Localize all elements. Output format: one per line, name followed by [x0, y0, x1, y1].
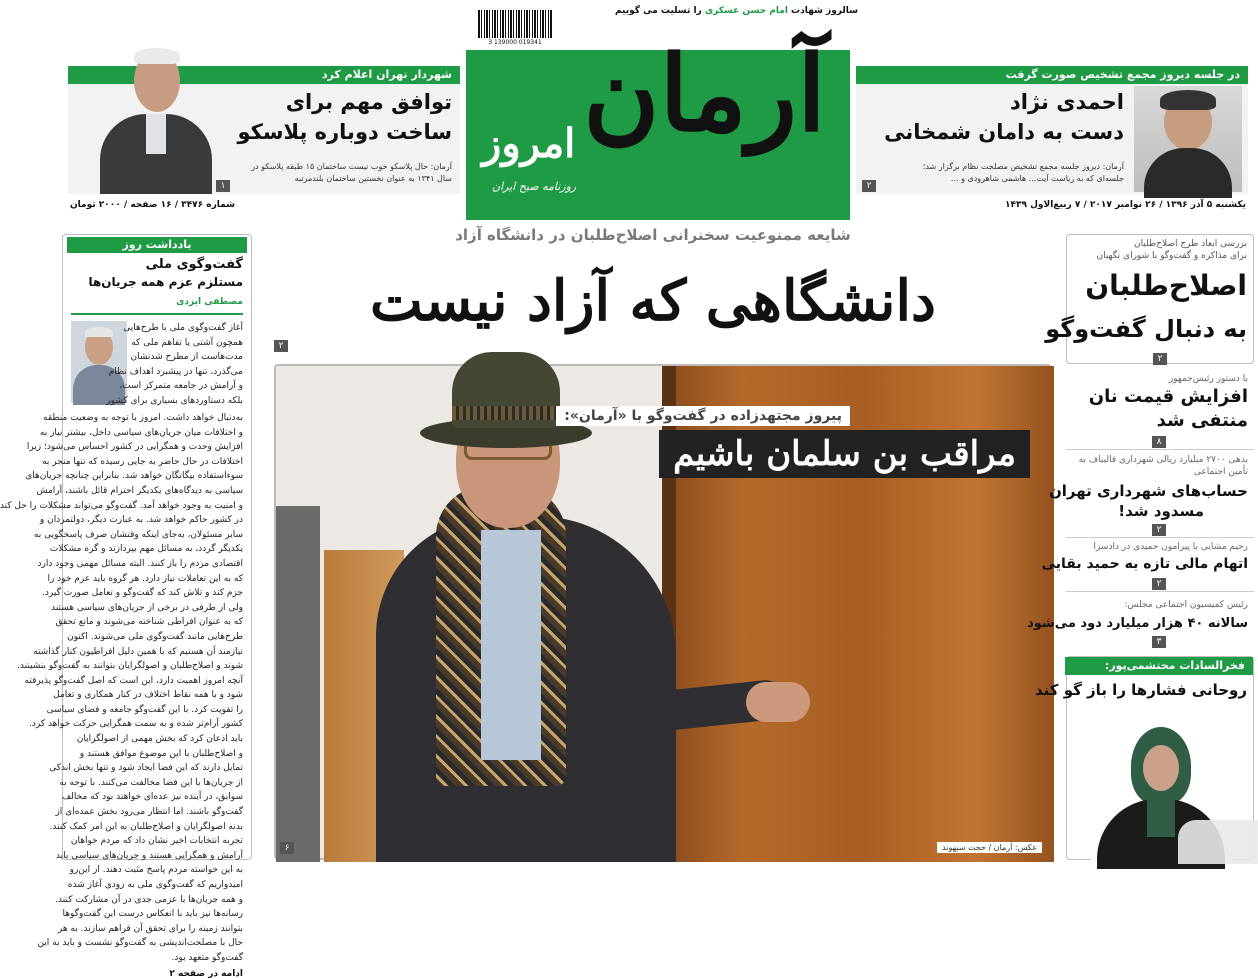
ahmadinejad-portrait	[1134, 86, 1242, 192]
teaser-left-body-1: آرمان: حال پلاسکو خوب نیست ساختمان ۱۵ طبقه پلاسکو در	[251, 162, 452, 171]
sidebar-lead-box[interactable]	[1045, 234, 1254, 364]
sidebar-item-page: ۲	[1152, 578, 1166, 590]
main-headline-page: ۲	[274, 340, 288, 352]
sidebar-item-kicker: بدهی ۲۷۰۰ میلیارد ریالی شهرداری قالیباف به تأمین اجتماعی	[1078, 455, 1248, 477]
editorial-header: یادداشت روز	[67, 237, 247, 253]
teaser-left-kicker: شهردار تهران اعلام کرد	[68, 66, 460, 84]
teaser-right-kicker: در جلسه دیروز مجمع تشخیص صورت گرفت	[856, 66, 1248, 84]
sidebar-item-title: مسدود شد!	[1118, 502, 1204, 520]
editorial-line: و اختلافات میان جریان‌های سیاسی داخل، بیشتر نیاز به	[39, 427, 243, 438]
sidebar-item[interactable]	[1041, 542, 1254, 592]
sidebar-item-title: منتفی شد	[1156, 410, 1248, 431]
sidebar-item-page: ۳	[1152, 636, 1166, 648]
editorial-line: سوءاستفاده بیگانگان خواهد شد. بنابراین چنانچه جریان‌های	[25, 471, 243, 482]
editorial-line: حال با مصلحت‌اندیشی به گفت‌وگو نشست و باید به این	[37, 938, 243, 949]
editorial-line: نیازمند آن هستیم که با همین دلیل افراطیون کنار گذاشته	[33, 646, 243, 657]
barcode-icon	[478, 10, 552, 38]
masthead-logo-sub: امروز	[482, 120, 576, 167]
masthead-logo: آرمان	[583, 32, 826, 155]
editorial-line: ولی از طرفی در برخی از جریان‌های سیاسی هستند	[51, 602, 243, 613]
sidebar-item[interactable]	[1066, 374, 1254, 450]
teaser-right-body-2: جلسه‌ای که به ریاست آیت... هاشمی شاهرودی و ...	[950, 174, 1124, 183]
editorial-line: گفت‌وگو متعهد بود.	[171, 952, 243, 963]
top-note	[614, 6, 858, 16]
header	[58, 0, 1258, 232]
editorial-line: سیاسی به دیدگاه‌های یکدیگر احترام قائل باشند، آرامش	[36, 485, 243, 496]
photo-kicker: پیروز مجتهدزاده در گفت‌وگو با «آرمان»:	[556, 406, 850, 426]
sidebar-item-title: اتهام مالی تازه به حمید بقایی	[1041, 556, 1248, 572]
editorial-line: که به عنوان افراطی شناخته می‌شوند و مانع تحقق	[55, 617, 243, 628]
editorial-line: از جریان‌ها با این فضا مخالفت می‌کنند. با توجه به	[59, 777, 243, 788]
sidebar-item[interactable]	[1048, 454, 1254, 538]
najafi-portrait	[96, 50, 216, 192]
editorial-line: افزایش وحدت و همگرایی در کشور احساس می‌شود؛ زیرا	[26, 442, 243, 453]
main-supertitle: شایعه ممنوعیت سخنرانی اصلاح‌طلبان در دانشگاه آزاد	[455, 226, 851, 244]
sidebar-item-kicker: با دستور رئیس‌جمهور	[1168, 374, 1248, 384]
editorial-line: را تقویت کرد. با این گفت‌وگو جامعه و فضای سیاسی	[46, 704, 243, 715]
sidebar-bottom-kicker: فخرالسادات محتشمی‌پور:	[1065, 657, 1253, 675]
editorial-line: یکدیگر گردد، به مسائل مهم بپردازند و گره مشکلات	[49, 544, 243, 555]
editorial-line: تمایل دارند که این فضا ایجاد شود و تنها بخش اندکی	[49, 763, 243, 774]
editorial-line: باید اذعان کرد که بخش مهمی از اصولگرایان	[76, 734, 243, 745]
editorial-line: شوند و اصلاح‌طلبان و اصولگرایان بتوانند به گفت‌وگو بنشینند.	[17, 661, 243, 672]
editorial-line: آرامش و همگرایی هستند و جریان‌های سیاسی باید	[55, 850, 243, 861]
teaser-right-page: ۲	[862, 180, 876, 192]
sidebar-lead-title-2: به دنبال گفت‌وگو	[1045, 315, 1247, 343]
editorial-line: آغاز گفت‌وگوی ملی با طرح‌هایی	[123, 323, 243, 333]
top-note-c: را تسلیت می گوییم	[614, 6, 702, 16]
top-note-a: سالروز شهادت	[791, 6, 858, 16]
editorial-line: جزم کند و تلاش کند که گفت‌وگو و تعامل صورت گیرد.	[42, 588, 243, 599]
editorial-line: اقتصادی مردم را باز کنند. البته مسائل مهمی وجود دارد	[37, 558, 243, 569]
sidebar-lead-title-1: اصلاح‌طلبان	[1085, 269, 1247, 302]
teaser-left-page: ۱	[216, 180, 230, 192]
teaser-right-title-2: دست به دامان شمخانی	[884, 120, 1124, 144]
editorial-author: مصطفی ایزدی	[176, 297, 243, 307]
sidebar-item-kicker: رئیس کمیسیون اجتماعی مجلس:	[1124, 600, 1248, 610]
sidebar-lead-kicker-2: برای مذاکره و گفت‌وگو با شورای نگهبان	[1096, 251, 1247, 261]
right-sidebar	[1027, 234, 1254, 860]
issue-line: شماره ۳۴۷۶ / ۱۶ صفحه / ۲۰۰۰ تومان	[70, 200, 236, 210]
editorial-line: آنچه امروز اهمیت دارد، این است که اصل گفت‌وگو پذیرفته	[24, 675, 243, 686]
sidebar-item-page: ۸	[1152, 436, 1166, 448]
editorial-line: کشور آرام‌تر شده و به سمت همگرایی حرکت خواهد کرد.	[28, 719, 243, 730]
sidebar-item-page: ۲	[1152, 524, 1166, 536]
sidebar-item-title: حساب‌های شهرداری تهران	[1048, 482, 1248, 500]
photo-page: ۶	[280, 842, 294, 854]
main-photo	[274, 364, 1052, 860]
editorial-line: و اصلاح‌طلبان با این موضوع موافق هستند و	[79, 748, 243, 759]
teaser-left-body-2: سال ۱۳۴۱ به عنوان نخستین ساختمان بلندمرتبه	[294, 174, 452, 183]
editorial-intro	[106, 321, 243, 409]
editorial-line: مدت‌هاست از مطرح شدنشان	[130, 352, 243, 363]
teaser-right-body-1: آرمان: دیروز جلسه مجمع تشخیص مصلحت نظام برگزار شد؛	[922, 162, 1124, 171]
photo-credit: عکس: آرمان / حجت سپهوند	[937, 842, 1042, 853]
corner-tab-icon	[1178, 820, 1258, 864]
editorial-line: طرح‌هایی مانند گفت‌وگوی ملی می‌شوند. اکنون	[67, 631, 243, 642]
editorial-line: همچون آشتی یا تفاهم ملی که	[131, 337, 243, 348]
editorial-line: بدنه اصولگرایان و اصلاح‌طلبان به این امر کمک کنند.	[49, 821, 243, 832]
sidebar-lead-page: ۲	[1153, 353, 1167, 365]
editorial-line: که به این تعاملات نیاز دارد. هر گروه باید عزم خود را	[47, 573, 243, 584]
editorial-line: امیدواریم که گفت‌وگوی ملی به زودی آغاز شده	[67, 880, 243, 890]
editorial-column	[0, 234, 252, 979]
editorial-title-1: گفت‌وگوی ملی	[145, 257, 243, 272]
editorial-continued[interactable]: ادامه در صفحه ۲	[169, 969, 243, 979]
editorial-line: و همه جریان‌ها با عزمی جدی در آن مشارکت کنند.	[55, 894, 243, 905]
main-headline[interactable]: دانشگاهی که آزاد نیست	[370, 268, 936, 334]
editorial-line: گفت‌وگو باشند. اما انتظار می‌رود بخش عمده‌ای از	[55, 807, 243, 818]
editorial-body	[0, 411, 243, 966]
barcode-number: 3 139000 019341	[488, 39, 542, 46]
editorial-line: اختلافات در حال حاضر به جایی رسیده که تنها منجر به	[42, 456, 243, 467]
editorial-line: سایر مسئولان، به‌جای اینکه وقتشان صرف پاسخگویی به	[33, 529, 243, 540]
sidebar-item-title: افزایش قیمت نان	[1088, 386, 1248, 407]
sidebar-item-kicker: رحیم مشایی با پیرامون حمیدی در دادسرا	[1093, 542, 1248, 552]
top-note-b: امام حسن عسکری	[704, 6, 788, 16]
photo-title[interactable]: مراقب بن سلمان باشیم	[659, 430, 1030, 478]
masthead-tagline: روزنامه صبح ایران	[492, 180, 577, 193]
sidebar-item[interactable]	[1027, 596, 1254, 652]
editorial-title-2: مستلزم عزم همه جریان‌ها	[88, 275, 243, 289]
editorial-line: رسانه‌ها نیز باید با انعکاس درست این گفت‌وگوها	[62, 909, 243, 920]
sidebar-bottom-title: روحانی فشارها را باز گو کند	[1034, 681, 1247, 699]
editorial-line: بتوانند زمینه را برای تحقق آن فراهم سازند. به هر	[57, 923, 243, 934]
sidebar-item-title: سالانه ۴۰ هزار میلیارد دود می‌شود	[1027, 616, 1248, 631]
editorial-line: و آرامش در جامعه متمرکز است،	[119, 381, 243, 392]
editorial-line: به این خواسته مردم پاسخ مثبت دهند. از این‌رو	[69, 865, 243, 876]
editorial-line: به‌دنبال خواهد داشت. امروز با توجه به وضعیت منطقه	[43, 413, 243, 423]
editorial-divider	[71, 313, 243, 315]
editorial-line: در کشور حاکم خواهد شد. به عبارت دیگر، دولتمردان و	[39, 515, 243, 526]
date-line: یکشنبه ۵ آذر ۱۳۹۶ / ۲۶ نوامبر ۲۰۱۷ / ۷ ربیع‌الاول ۱۴۳۹	[1004, 200, 1246, 210]
editorial-line: سوابق، در آینده نیز عده‌ای خواهند بود که مخالف	[61, 792, 243, 803]
teaser-left-title-1: توافق مهم برای	[285, 90, 452, 114]
editorial-line: تجربه انتخابات اخیر نشان داد که مردم خواهان	[70, 836, 243, 847]
sidebar-lead-kicker-1: بررسی ابعاد طرح اصلاح‌طلبان	[1133, 239, 1247, 249]
editorial-line: بلکه دستاوردهای بسیاری برای کشور	[106, 395, 243, 406]
teaser-left-title-2: ساخت دوباره پلاسکو	[237, 120, 452, 144]
editorial-line: و امنیت به وجود خواهد آمد. گفت‌وگو می‌تواند مشکلات را حل کند	[0, 500, 243, 511]
editorial-line: می‌گذرد، تنها در پیشبرد اهداف نظام	[108, 366, 243, 377]
teaser-left[interactable]	[68, 66, 460, 194]
editorial-line: شود و با همه نقاط اختلاف در کنار همکاری و تعامل	[53, 690, 243, 701]
teaser-right[interactable]	[856, 66, 1248, 194]
teaser-right-title-1: احمدی نژاد	[1009, 90, 1124, 114]
